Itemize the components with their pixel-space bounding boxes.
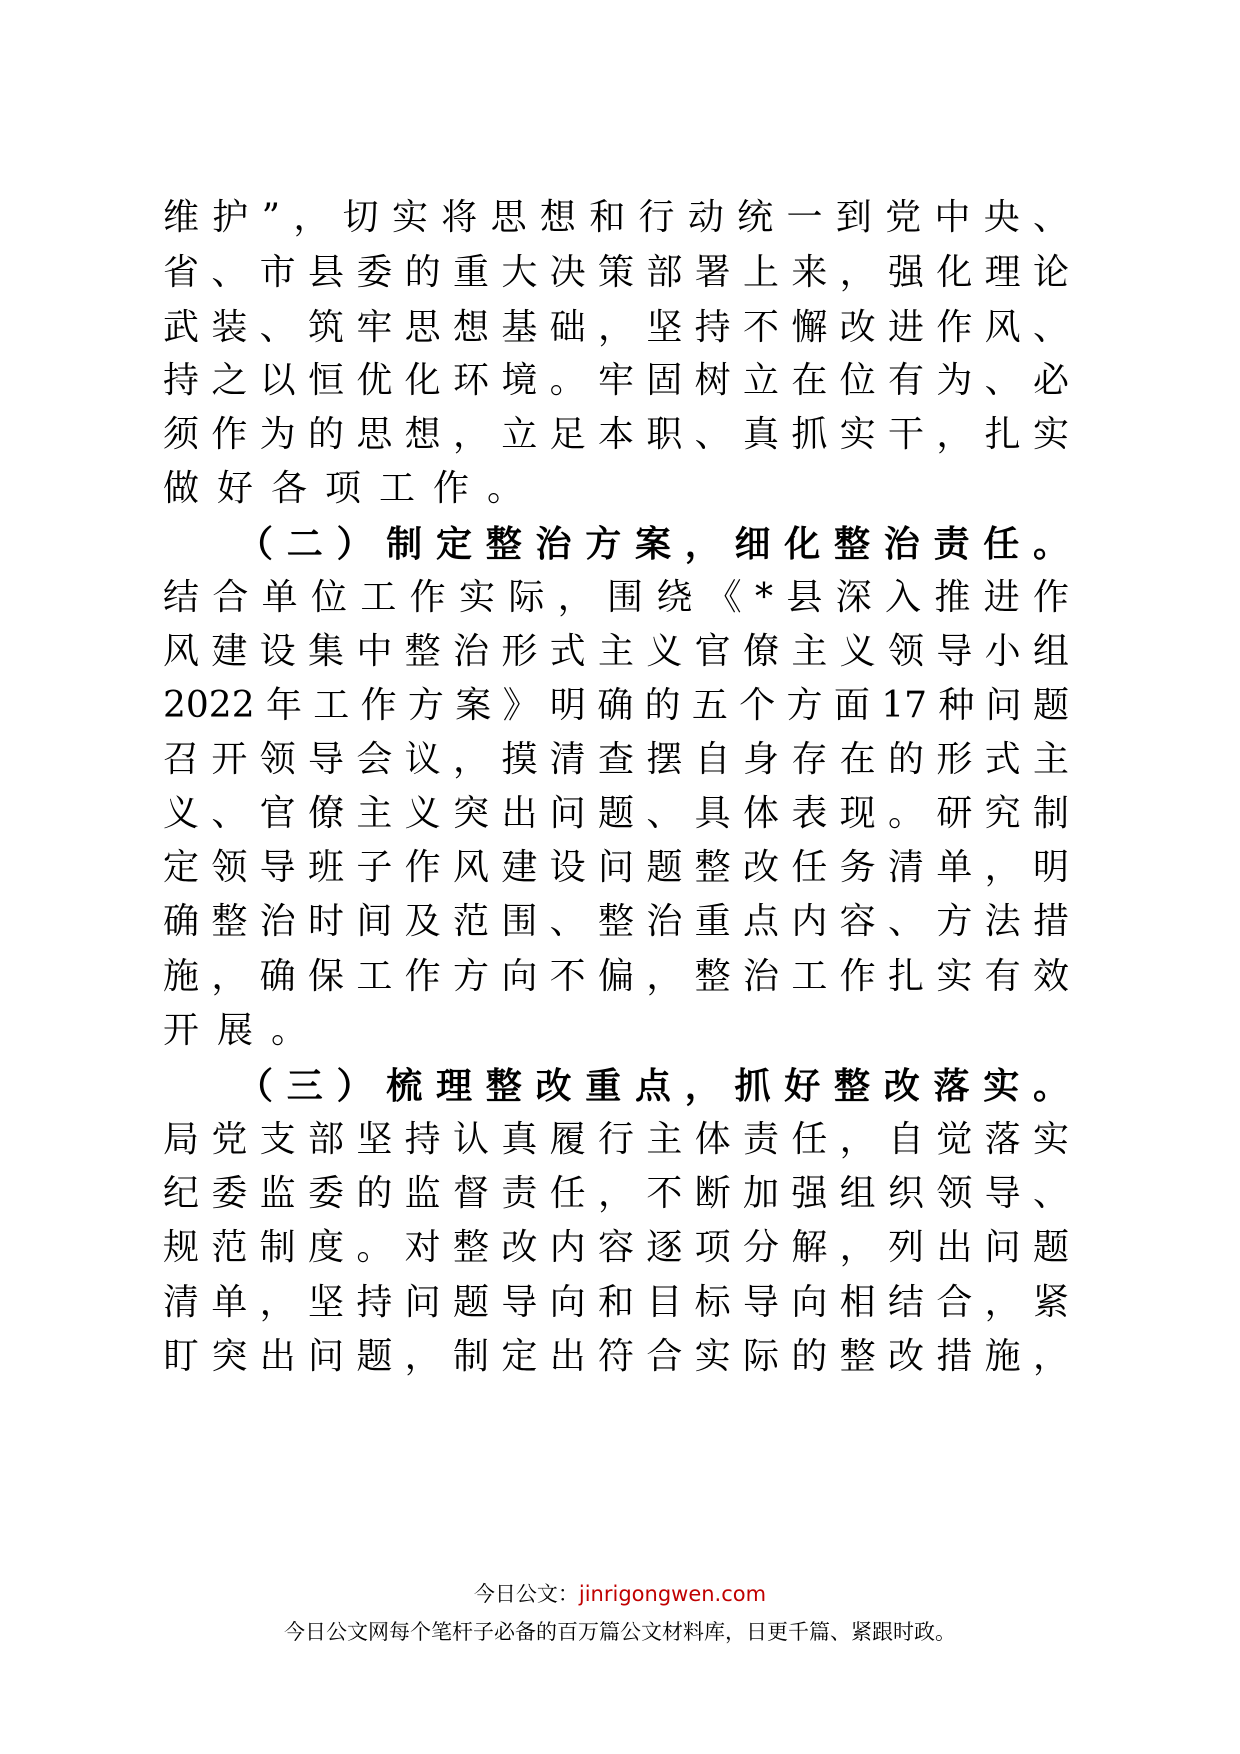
paragraph-1-line-4: 持之以恒优化环境。牢固树立在位有为、必: [163, 360, 1069, 401]
paragraph-2-line-3: 2022年工作方案》明确的五个方面17种问题: [163, 685, 1069, 726]
paragraph-3-line-2: 纪委监委的监督责任，不断加强组织领导、: [163, 1173, 1069, 1214]
section-heading-3: （三）梳理整改重点，抓好整改落实。: [237, 1065, 1069, 1107]
paragraph-1-line-3: 武装、筑牢思想基础，坚持不懈改进作风、: [163, 307, 1069, 348]
paragraph-3-line-4: 清单，坚持问题导向和目标导向相结合，紧: [163, 1282, 1069, 1323]
footer-source: [0, 1578, 1240, 1608]
paragraph-1-line-5: 须作为的思想，立足本职、真抓实干，扎实: [163, 414, 1069, 455]
paragraph-2-line-1: 结合单位工作实际，围绕《*县深入推进作: [163, 577, 1069, 618]
paragraph-2-line-9: 开展。: [163, 1010, 326, 1051]
paragraph-3-line-5: 盯突出问题，制定出符合实际的整改措施，: [163, 1336, 1069, 1377]
footer-link[interactable]: jinrigongwen.com: [578, 1582, 767, 1606]
paragraph-2-line-8: 施，确保工作方向不偏，整治工作扎实有效: [163, 956, 1069, 997]
paragraph-1-line-1: 维护”，切实将思想和行动统一到党中央、: [163, 197, 1069, 238]
paragraph-2-line-5: 义、官僚主义突出问题、具体表现。研究制: [163, 793, 1069, 834]
paragraph-2-line-4: 召开领导会议，摸清查摆自身存在的形式主: [163, 739, 1069, 780]
footer-label: 今日公文：: [473, 1582, 579, 1606]
paragraph-3-line-1: 局党支部坚持认真履行主体责任，自觉落实: [163, 1119, 1069, 1160]
paragraph-2-line-6: 定领导班子作风建设问题整改任务清单，明: [163, 847, 1069, 888]
paragraph-1-line-6: 做好各项工作。: [163, 468, 542, 509]
section-heading-2: （二）制定整治方案，细化整治责任。: [237, 523, 1069, 565]
paragraph-3-line-3: 规范制度。对整改内容逐项分解，列出问题: [163, 1227, 1069, 1268]
paragraph-2-line-2: 风建设集中整治形式主义官僚主义领导小组: [163, 631, 1069, 672]
paragraph-1-line-2: 省、市县委的重大决策部署上来，强化理论: [163, 252, 1069, 293]
paragraph-2-line-7: 确整治时间及范围、整治重点内容、方法措: [163, 901, 1069, 942]
footer-tagline: 今日公文网每个笔杆子必备的百万篇公文材料库，日更千篇、紧跟时政。: [284, 1620, 956, 1644]
